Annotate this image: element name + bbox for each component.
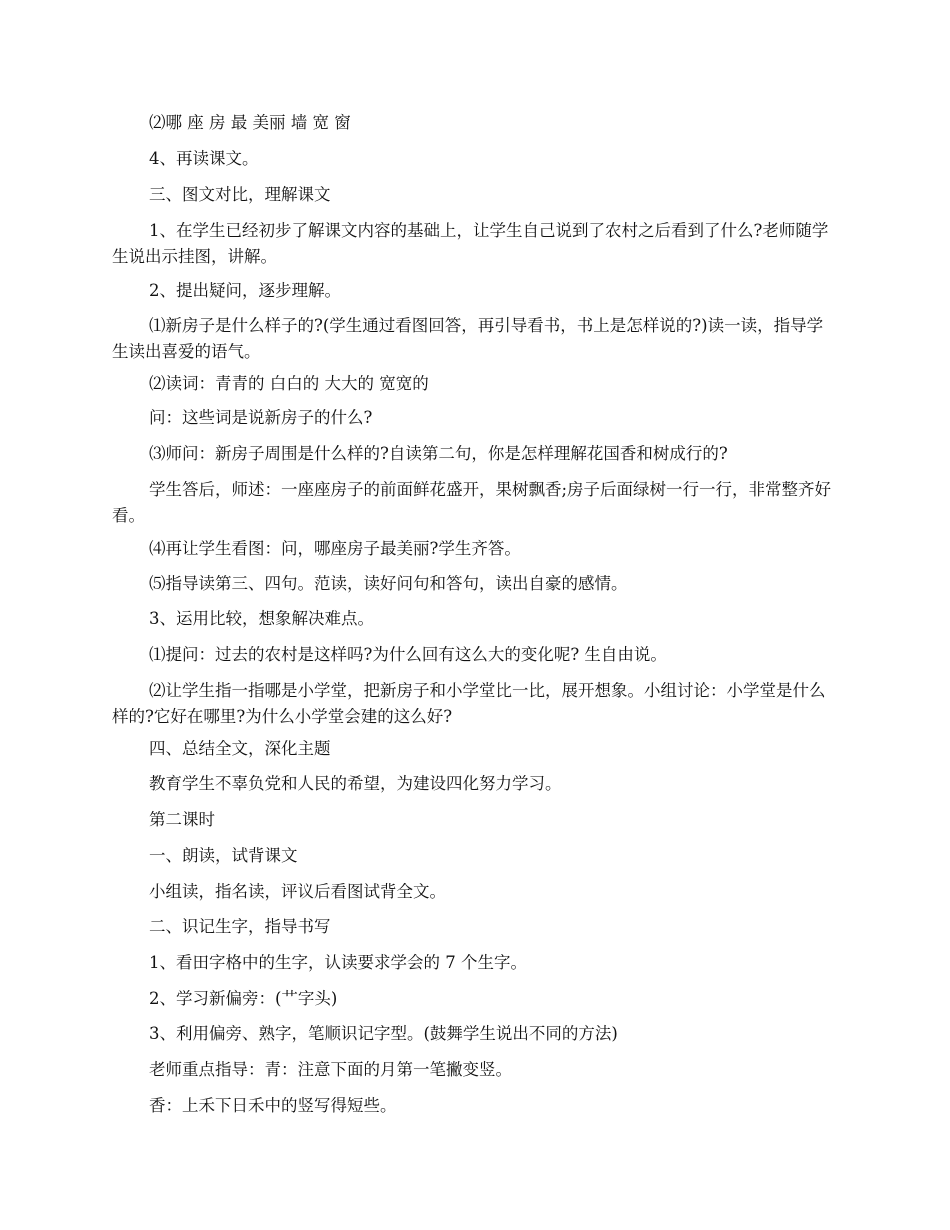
section-heading: 二、识记生字，指导书写 <box>149 917 331 936</box>
paragraph: 问：这些词是说新房子的什么? <box>149 408 373 427</box>
paragraph: ⑸指导读第三、四句。范读，读好问句和答句，读出自豪的感情。 <box>149 574 628 593</box>
paragraph: 香：上禾下日禾中的竖写得短些。 <box>149 1096 397 1115</box>
paragraph: ⑵哪 座 房 最 美丽 墙 宽 窗 <box>149 113 351 132</box>
paragraph: 教育学生不辜负党和人民的希望，为建设四化努力学习。 <box>149 774 562 793</box>
paragraph: 4、再读课文。 <box>149 149 259 168</box>
paragraph: ⑵让学生指一指哪是小学堂，把新房子和小学堂比一比，展开想象。小组讨论：小学堂是什么样的?它好在哪里?为什么小学堂会建的这么好? <box>112 681 826 726</box>
paragraph: ⑷再让学生看图：问，哪座房子最美丽?学生齐答。 <box>149 539 521 558</box>
paragraph: 3、利用偏旁、熟字，笔顺识记字型。(鼓舞学生说出不同的方法) <box>149 1024 618 1043</box>
section-heading: 一、朗读，试背课文 <box>149 846 298 865</box>
paragraph: 2、学习新偏旁：(艹字头) <box>149 989 338 1008</box>
paragraph: 小组读，指名读，评议后看图试背全文。 <box>149 882 446 901</box>
paragraph: 2、提出疑问，逐步理解。 <box>149 281 341 300</box>
paragraph: 1、在学生已经初步了解课文内容的基础上，让学生自己说到了农村之后看到了什么?老师随学生说出示挂图，讲解。 <box>112 221 829 266</box>
paragraph: ⑵读词：青青的 白白的 大大的 宽宽的 <box>149 374 429 393</box>
section-heading: 第二课时 <box>149 810 215 829</box>
paragraph: 老师重点指导：青：注意下面的月第一笔撇变竖。 <box>149 1060 512 1079</box>
paragraph: ⑶师问：新房子周围是什么样的?自读第二句，你是怎样理解花国香和树成行的? <box>149 444 728 463</box>
paragraph: 3、运用比较，想象解决难点。 <box>149 609 374 628</box>
section-heading: 四、总结全文，深化主题 <box>149 739 331 758</box>
paragraph: ⑴提问：过去的农村是这样吗?为什么回有这么大的变化呢? 生自由说。 <box>149 645 667 664</box>
paragraph: ⑴新房子是什么样子的?(学生通过看图回答，再引导看书，书上是怎样说的?)读一读，指导学生读出喜爱的语气。 <box>112 316 824 361</box>
paragraph: 1、看田字格中的生字，认读要求学会的 7 个生字。 <box>149 953 527 972</box>
paragraph: 学生答后，师述：一座座房子的前面鲜花盛开，果树飘香;房子后面绿树一行一行，非常整齐好看。 <box>112 480 832 525</box>
section-heading: 三、图文对比，理解课文 <box>149 185 331 204</box>
